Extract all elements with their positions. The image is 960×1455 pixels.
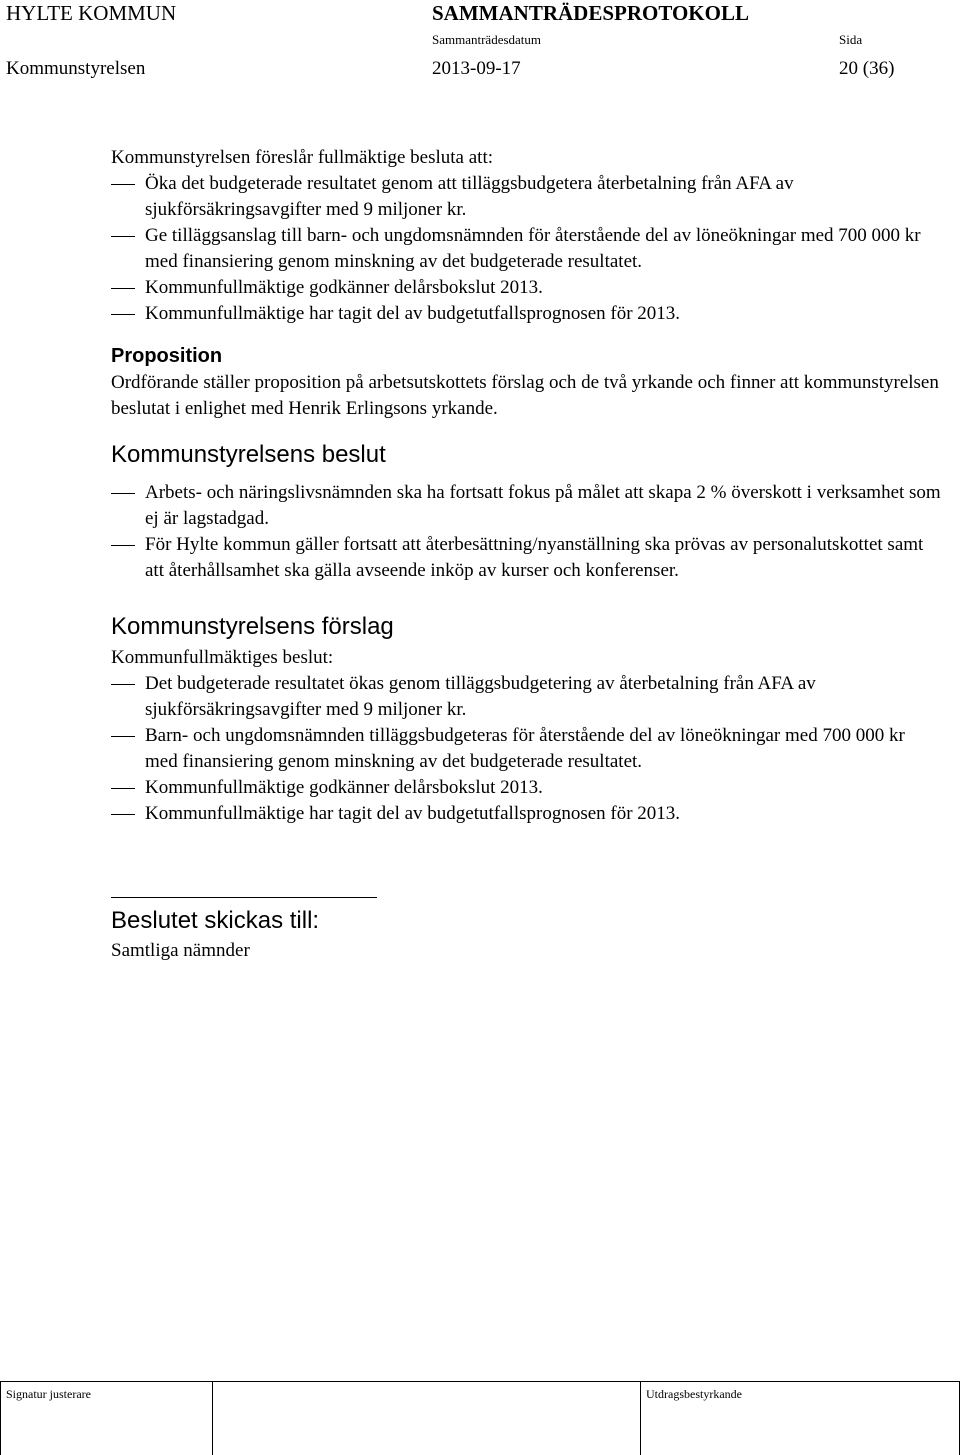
list-item: Kommunfullmäktige godkänner delårsbokslut 2013. (111, 275, 941, 301)
extract-label: Utdragsbestyrkande (646, 1387, 742, 1401)
document-type: SAMMANTRÄDESPROTOKOLL (432, 1, 749, 25)
organization-name: HYLTE KOMMUN (6, 1, 177, 25)
intro-list (111, 171, 941, 327)
skickas-text: Samtliga nämnder (111, 940, 250, 961)
list-item: Barn- och ungdomsnämnden tilläggsbudgeteras för återstående del av löneökningar med 700 000 kr med finansiering genom minskning av det budgeterade resultatet. (111, 723, 941, 775)
skickas-heading: Beslutet skickas till: (111, 907, 320, 934)
list-item: Ge tilläggsanslag till barn- och ungdomsnämnden för återstående del av löneökningar med 700 000 kr med finansiering genom minskning av det budgeterade resultatet. (111, 223, 941, 275)
list-item: Kommunfullmäktige godkänner delårsbokslut 2013. (111, 775, 941, 801)
list-item: Öka det budgeterade resultatet genom att tilläggsbudgetera återbetalning från AFA av sjukförsäkringsavgifter med 9 miljoner kr. (111, 171, 941, 223)
forslag-list (111, 671, 941, 827)
forslag-heading: Kommunstyrelsens förslag (111, 613, 394, 640)
signature-cell (0, 1382, 213, 1455)
beslut-list (111, 480, 941, 584)
proposition-heading: Proposition (111, 345, 223, 367)
list-item: För Hylte kommun gäller fortsatt att återbesättning/nyanställning ska prövas av personalutskottet samt att återhållsamhet ska gälla avseende inköp av kurser och konferenser. (111, 532, 941, 584)
list-item: Kommunfullmäktige har tagit del av budgetutfallsprognosen för 2013. (111, 301, 941, 327)
proposition-text: Ordförande ställer proposition på arbetsutskottets förslag och de två yrkande och finner att kommunstyrelsen beslutat i enlighet med Henrik Erlingsons yrkande. (111, 372, 939, 419)
signature-cell-empty (212, 1382, 641, 1455)
signature-footer (0, 1381, 960, 1455)
list-item: Kommunfullmäktige har tagit del av budgetutfallsprognosen för 2013. (111, 801, 941, 827)
signature-label: Signatur justerare (6, 1387, 91, 1401)
beslut-heading: Kommunstyrelsens beslut (111, 441, 386, 468)
document-body (111, 145, 941, 964)
list-item: Arbets- och näringslivsnämnden ska ha fortsatt fokus på målet att skapa 2 % överskott i verksamhet som ej är lagstadgad. (111, 480, 941, 532)
forslag-lead: Kommunfullmäktiges beslut: (111, 647, 334, 668)
meeting-date-label: Sammanträdesdatum (432, 32, 542, 47)
intro-lead: Kommunstyrelsen föreslår fullmäktige besluta att: (111, 147, 494, 168)
page-label: Sida (839, 32, 863, 47)
page-number: 20 (36) (839, 58, 895, 79)
meeting-date: 2013-09-17 (432, 58, 521, 79)
separator-line (111, 897, 377, 898)
extract-cell (640, 1382, 960, 1455)
list-item: Det budgeterade resultatet ökas genom tilläggsbudgetering av återbetalning från AFA av sjukförsäkringsavgifter med 9 miljoner kr. (111, 671, 941, 723)
committee-name: Kommunstyrelsen (6, 58, 146, 79)
